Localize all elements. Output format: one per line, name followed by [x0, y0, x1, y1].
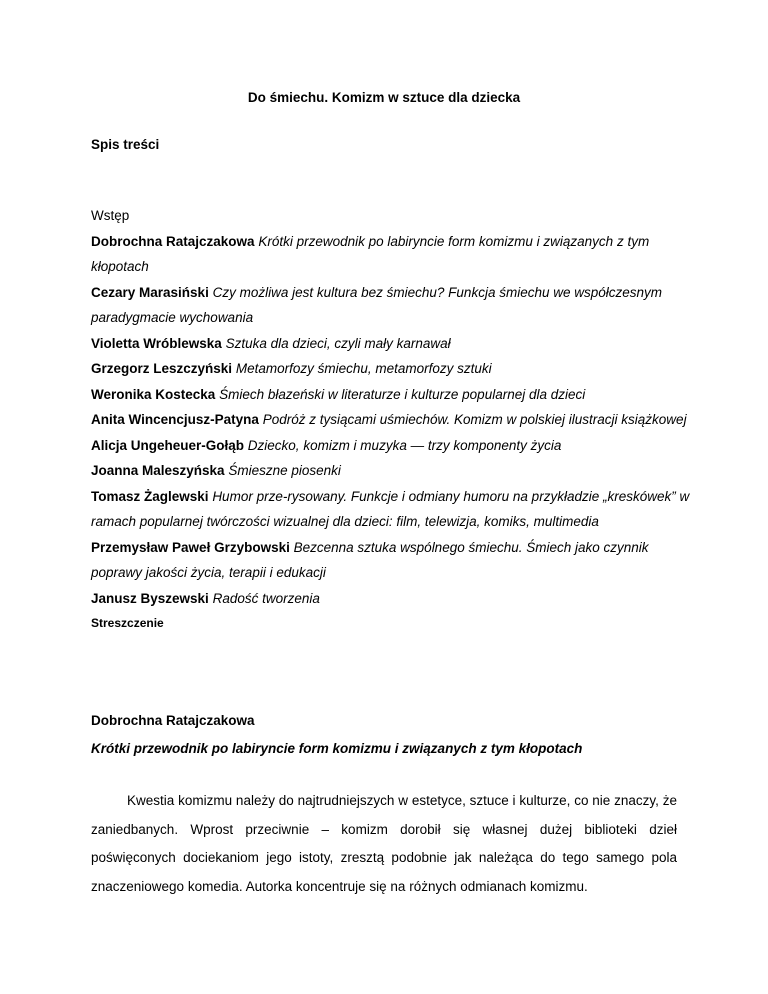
- toc-work-title: Śmiech błazeński w literaturze i kulturze popularnej dla dzieci: [219, 386, 586, 402]
- toc-author: Weronika Kostecka: [91, 386, 216, 402]
- toc-work-title: Sztuka dla dzieci, czyli mały karnawał: [225, 335, 451, 351]
- toc-work-title: Dziecko, komizm i muzyka — trzy komponenty życia: [247, 437, 562, 453]
- toc-intro: Wstęp: [91, 208, 130, 223]
- toc-heading: Spis treści: [91, 137, 160, 152]
- toc-entry: [91, 484, 691, 535]
- article-author: Dobrochna Ratajczakowa: [91, 713, 255, 728]
- toc-work-title: Czy możliwa jest kultura bez śmiechu? Funkcja śmiechu we współczesnym paradygmacie wychowania: [91, 284, 663, 325]
- toc-author: Joanna Maleszyńska: [91, 463, 225, 478]
- toc-entry: [91, 433, 691, 459]
- toc-entry: [91, 356, 691, 382]
- toc-entry: [91, 535, 691, 586]
- toc-author: Dobrochna Ratajczakowa: [91, 233, 255, 249]
- toc-work-title: Bezcenna sztuka wspólnego śmiechu. Śmiech jako czynnik poprawy jakości życia, terapii i edukacji: [91, 539, 649, 580]
- toc-author: Violetta Wróblewska: [91, 335, 222, 351]
- toc-work-title: Radość tworzenia: [212, 590, 320, 606]
- toc-work-title: Podróż z tysiącami uśmiechów. Komizm w polskiej ilustracji książkowej: [262, 412, 687, 427]
- toc-entry: [91, 458, 691, 484]
- toc-entry: [91, 280, 691, 331]
- article-title: Krótki przewodnik po labiryncie form komizmu i związanych z tym kłopotach: [91, 741, 583, 756]
- toc-entry: [91, 586, 691, 612]
- table-of-contents: [91, 203, 691, 637]
- toc-author: Grzegorz Leszczyński: [91, 361, 233, 376]
- toc-work-title: Krótki przewodnik po labiryncie form komizmu i związanych z tym kłopotach: [91, 233, 650, 274]
- toc-author: Janusz Byszewski: [91, 590, 209, 606]
- document-title: Do śmiechu. Komizm w sztuce dla dziecka: [247, 90, 521, 105]
- toc-entry: [91, 331, 691, 357]
- toc-entry: [91, 407, 691, 433]
- toc-work-title: Humor prze-rysowany. Funkcje i odmiany humoru na przykładzie „kreskówek” w ramach popularnej twórczości wizualnej dla dzieci: film, telewizja, komiks, multimedia: [91, 488, 690, 529]
- toc-work-title: Metamorfozy śmiechu, metamorfozy sztuki: [235, 361, 492, 376]
- toc-author: Cezary Marasiński: [91, 284, 209, 300]
- article-paragraph: Kwestia komizmu należy do najtrudniejszych w estetyce, sztuce i kulturze, co nie znaczy, że zaniedbanych. Wprost przeciwnie – komizm dorobił się własnej dużej biblioteki dzieł poświęconych dociekaniom jego istoty, zresztą podobnie jak należąca do tego samego pola znaczeniowego komedia. Autorka koncentruje się na różnych odmianach komizmu.: [91, 793, 677, 895]
- toc-author: Tomasz Żaglewski: [91, 488, 209, 504]
- toc-entry: [91, 382, 691, 408]
- toc-summary: Streszczenie: [91, 616, 164, 630]
- toc-work-title: Śmieszne piosenki: [228, 463, 341, 478]
- toc-entry: [91, 229, 691, 280]
- toc-author: Przemysław Paweł Grzybowski: [91, 539, 290, 555]
- toc-author: Anita Wincencjusz-Patyna: [91, 412, 259, 427]
- toc-author: Alicja Ungeheuer-Gołąb: [91, 437, 245, 453]
